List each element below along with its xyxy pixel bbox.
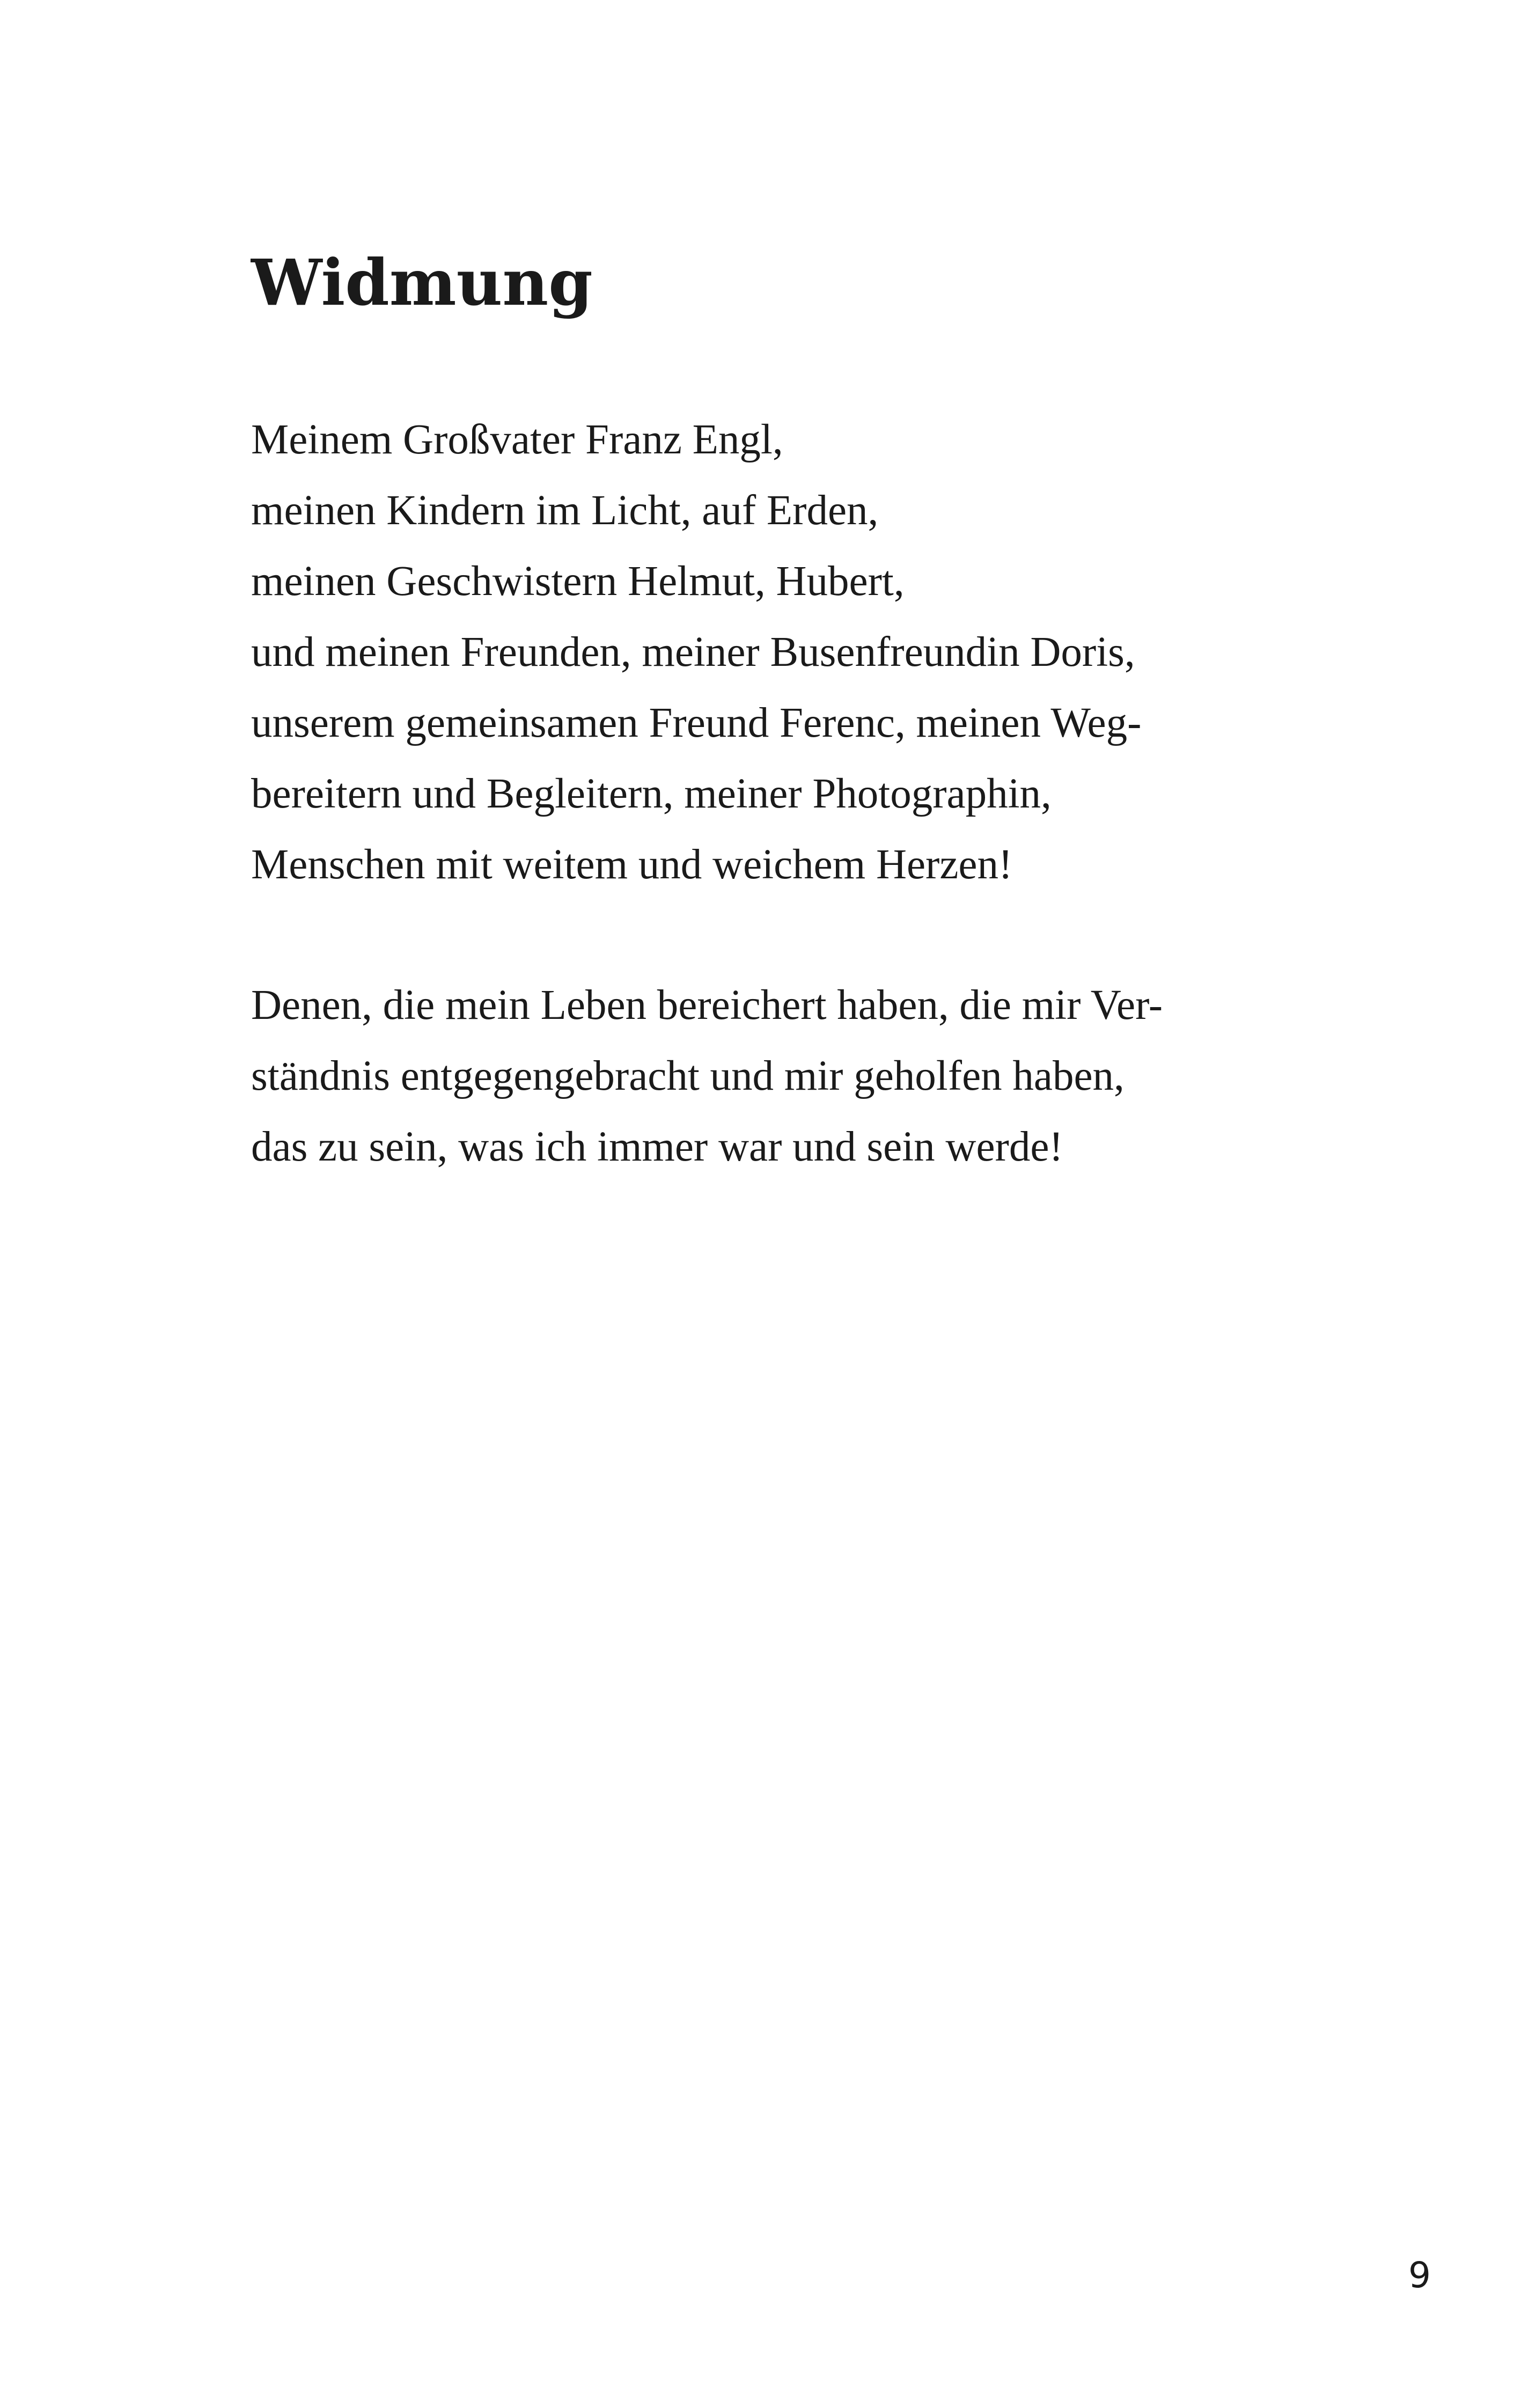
text-line: ständnis entgegengebracht und mir geholfen haben, <box>251 1053 1125 1099</box>
text-line: Denen, die mein Leben bereichert haben, die mir Ver- <box>251 982 1163 1029</box>
text-line: Menschen mit weitem und weichem Herzen! <box>251 841 1013 888</box>
text-line: meinen Geschwistern Helmut, Hubert, <box>251 558 905 605</box>
text-line: unserem gemeinsamen Freund Ferenc, meinen Weg- <box>251 700 1142 746</box>
page-title: Widmung <box>251 245 593 320</box>
text-line: das zu sein, was ich immer war und sein werde! <box>251 1124 1063 1170</box>
dedication-paragraph-1 <box>251 405 1141 900</box>
text-line: bereitern und Begleitern, meiner Photographin, <box>251 770 1052 817</box>
text-line: und meinen Freunden, meiner Busenfreundin Doris, <box>251 629 1135 676</box>
text-line: meinen Kindern im Licht, auf Erden, <box>251 487 879 534</box>
dedication-paragraph-2 <box>251 970 1163 1183</box>
page-number: 9 <box>1408 2255 1431 2296</box>
text-line: Meinem Großvater Franz Engl, <box>251 416 783 463</box>
